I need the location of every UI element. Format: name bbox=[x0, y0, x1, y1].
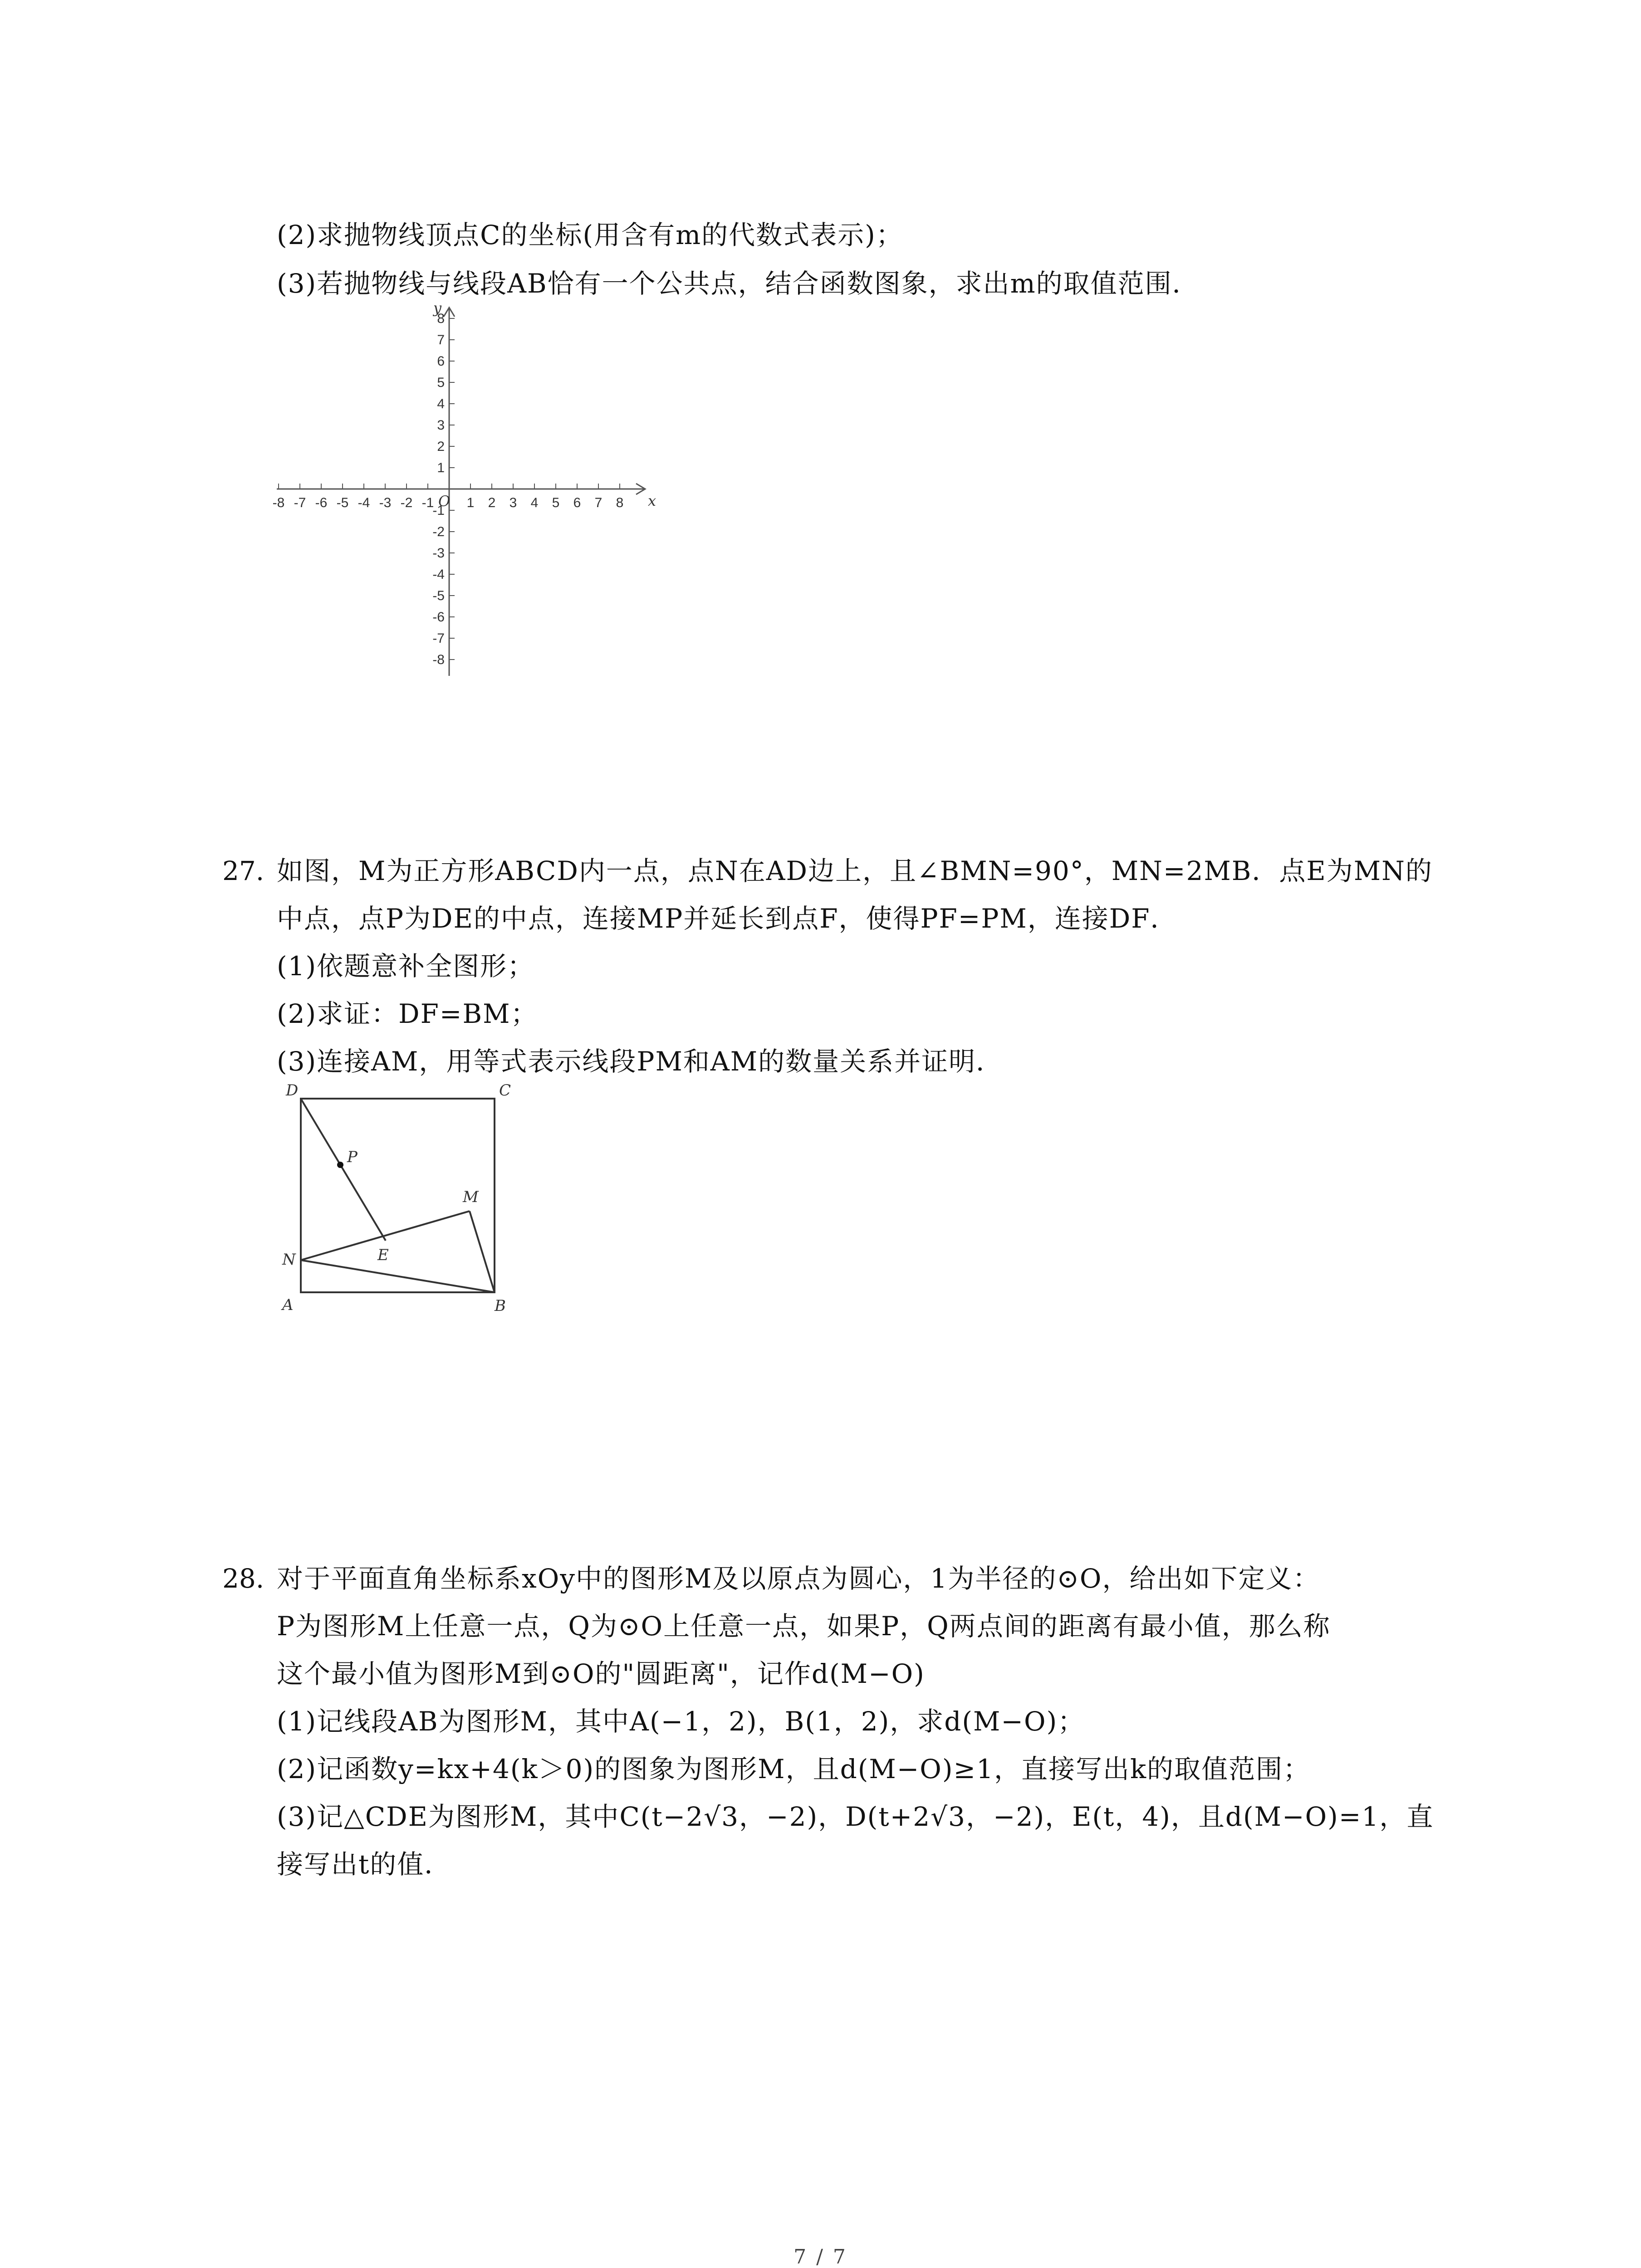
q27-part1: (1)依题意补全图形； bbox=[277, 951, 535, 982]
segment-mb bbox=[470, 1211, 495, 1292]
y-tick-label: -4 bbox=[432, 567, 445, 582]
q27-line2: 中点，点P为DE的中点，连接MP并延长到点F，使得PF=PM，连接DF． bbox=[277, 903, 1178, 934]
x-tick-label: -1 bbox=[421, 495, 434, 510]
y-tick-label: 7 bbox=[437, 332, 445, 347]
x-tick-label: 4 bbox=[530, 495, 539, 510]
label-c: C bbox=[499, 1081, 511, 1100]
x-tick-label: 5 bbox=[552, 495, 560, 510]
coordinate-grid-figure bbox=[268, 299, 658, 685]
q27-line1: 如图，M为正方形ABCD内一点，点N在AD边上，且∠BMN=90°，MN=2MB．点E为MN的 bbox=[277, 855, 1433, 886]
y-tick-label: -7 bbox=[432, 631, 445, 646]
x-tick-label: -7 bbox=[294, 495, 306, 510]
y-tick-label: 2 bbox=[437, 439, 445, 454]
y-tick-label: -8 bbox=[432, 652, 445, 667]
y-tick-label: 5 bbox=[437, 375, 445, 390]
y-tick-label: -5 bbox=[432, 588, 445, 603]
q28-line2: P为图形M上任意一点，Q为⊙O上任意一点，如果P，Q两点间的距离有最小值，那么称 bbox=[277, 1611, 1331, 1642]
x-tick-label: -2 bbox=[400, 495, 413, 510]
q27-part2: (2)求证：DF=BM； bbox=[277, 998, 538, 1029]
y-tick-label: -3 bbox=[432, 546, 445, 561]
y-tick-label: 3 bbox=[437, 418, 445, 433]
y-tick-label: -2 bbox=[432, 524, 445, 539]
label-n: N bbox=[282, 1251, 296, 1269]
label-m: M bbox=[463, 1188, 479, 1206]
label-d: D bbox=[286, 1081, 299, 1100]
q26-part2: (2)求抛物线顶点C的坐标(用含有m的代数式表示)； bbox=[277, 220, 903, 250]
q28-line1: 对于平面直角坐标系xOy中的图形M及以原点为圆心，1为半径的⊙O，给出如下定义： bbox=[277, 1563, 1320, 1594]
point-p bbox=[337, 1162, 343, 1168]
y-tick-label: 4 bbox=[437, 396, 445, 411]
x-tick-label: -3 bbox=[379, 495, 392, 510]
x-tick-label: 8 bbox=[616, 495, 624, 510]
q28-line3: 这个最小值为图形M到⊙O的"圆距离"，记作d(M−O) bbox=[277, 1658, 925, 1689]
x-tick-label: 1 bbox=[466, 495, 475, 510]
x-tick-label: 2 bbox=[488, 495, 496, 510]
q26-part3: (3)若抛物线与线段AB恰有一个公共点，结合函数图象，求出m的取值范围． bbox=[277, 268, 1200, 299]
x-axis-label: x bbox=[648, 492, 656, 509]
origin-label: O bbox=[438, 493, 451, 510]
y-tick-label: 8 bbox=[437, 311, 445, 326]
q28-part3-cont: 接写出t的值． bbox=[277, 1849, 452, 1880]
x-tick-label: -6 bbox=[315, 495, 328, 510]
x-tick-label: -5 bbox=[336, 495, 349, 510]
x-tick-label: -8 bbox=[272, 495, 285, 510]
label-e: E bbox=[377, 1246, 389, 1264]
page-number: 7 / 7 bbox=[794, 2245, 847, 2268]
label-p: P bbox=[347, 1148, 358, 1166]
x-tick-label: 6 bbox=[573, 495, 581, 510]
x-tick-label: 3 bbox=[509, 495, 517, 510]
x-tick-label: -4 bbox=[358, 495, 370, 510]
y-tick-label: 1 bbox=[437, 460, 445, 475]
y-axis-label: y bbox=[433, 299, 442, 317]
y-tick-label: -6 bbox=[432, 610, 445, 625]
segment-de bbox=[301, 1099, 386, 1241]
q28-part2: (2)记函数y=kx+4(k＞0)的图象为图形M，且d(M−O)≥1，直接写出k的取值范围； bbox=[277, 1754, 1311, 1784]
q28-part1: (1)记线段AB为图形M，其中A(−1，2)，B(1，2)，求d(M−O)； bbox=[277, 1706, 1085, 1737]
label-b: B bbox=[495, 1297, 506, 1315]
y-tick-label: 6 bbox=[437, 354, 445, 369]
q27-number: 27. bbox=[222, 855, 265, 886]
q27-part3: (3)连接AM，用等式表示线段PM和AM的数量关系并证明． bbox=[277, 1046, 1004, 1077]
q28-number: 28. bbox=[222, 1563, 265, 1594]
y-tick-label: -1 bbox=[432, 503, 445, 518]
segment-nb bbox=[301, 1260, 495, 1292]
label-a: A bbox=[282, 1296, 294, 1314]
q28-part3: (3)记△CDE为图形M，其中C(t−2√3，−2)，D(t+2√3，−2)，E(t，4)，且d(M−O)=1，直 bbox=[277, 1801, 1434, 1832]
x-tick-label: 7 bbox=[594, 495, 603, 510]
square-geometry-figure bbox=[272, 1080, 554, 1325]
